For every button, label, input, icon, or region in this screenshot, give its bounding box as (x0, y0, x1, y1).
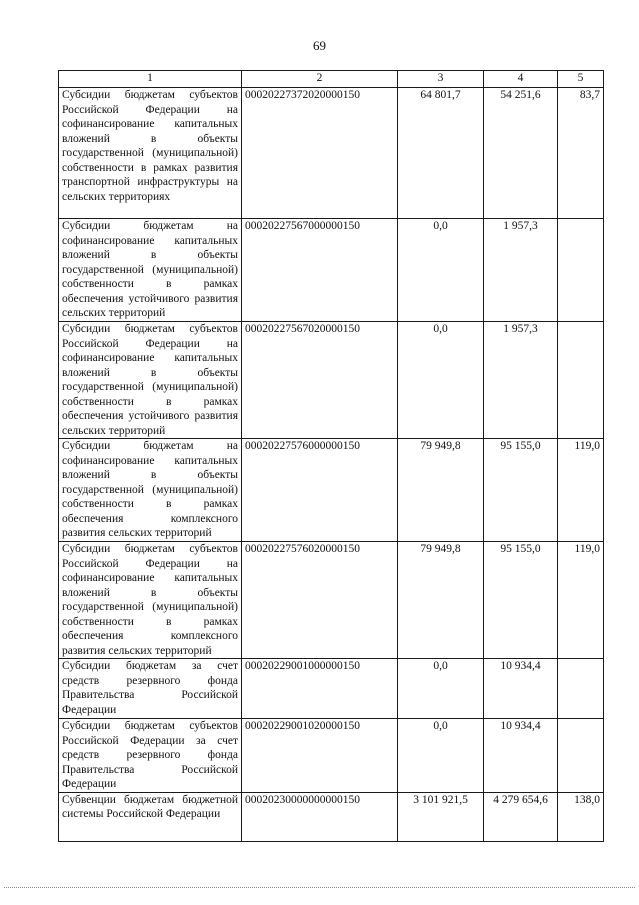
row-value-col5 (558, 322, 604, 439)
row-value-col4: 1 957,3 (484, 322, 558, 439)
row-value-col4: 10 934,4 (484, 659, 558, 719)
row-value-col5 (558, 219, 604, 322)
table-row (59, 542, 604, 659)
row-value-col5: 83,7 (558, 88, 604, 219)
row-value-col5: 138,0 (558, 792, 604, 841)
row-value-col3: 0,0 (398, 219, 484, 322)
row-value-col3: 0,0 (398, 719, 484, 793)
row-name: Субсидии бюджетам субъектов Российской Федерации на софинансирование капитальных вложений в объекты государственной (муниципальной) собственности в рамках развития транспортной инфраструктуры на сельских территориях (59, 88, 242, 219)
header-col-3: 3 (398, 71, 484, 88)
row-value-col3: 0,0 (398, 322, 484, 439)
table-row (59, 322, 604, 439)
row-value-col4: 1 957,3 (484, 219, 558, 322)
row-code: 00020227576020000150 (242, 542, 398, 659)
table-row (59, 719, 604, 793)
header-col-2: 2 (242, 71, 398, 88)
page-bottom-divider (4, 887, 635, 888)
row-name: Субвенции бюджетам бюджетной системы Российской Федерации (59, 792, 242, 841)
table-row (59, 792, 604, 841)
row-value-col4: 95 155,0 (484, 439, 558, 542)
row-name: Субсидии бюджетам субъектов Российской Федерации на софинансирование капитальных вложений в объекты государственной (муниципальной) собственности в рамках обеспечения устойчивого развития сельских территорий (59, 322, 242, 439)
row-value-col4: 10 934,4 (484, 719, 558, 793)
row-value-col5: 119,0 (558, 542, 604, 659)
table-row (59, 219, 604, 322)
row-code: 00020227567000000150 (242, 219, 398, 322)
row-code: 00020229001020000150 (242, 719, 398, 793)
row-name: Субсидии бюджетам субъектов Российской Федерации за счет средств резервного фонда Правительства Российской Федерации (59, 719, 242, 793)
row-value-col5: 119,0 (558, 439, 604, 542)
header-col-1: 1 (59, 71, 242, 88)
page-number: 69 (313, 38, 326, 53)
row-value-col3: 0,0 (398, 659, 484, 719)
table-row (59, 659, 604, 719)
budget-table (58, 70, 604, 842)
row-value-col4: 95 155,0 (484, 542, 558, 659)
row-name: Субсидии бюджетам на софинансирование капитальных вложений в объекты государственной (муниципальной) собственности в рамках обеспечения устойчивого развития сельских территорий (59, 219, 242, 322)
row-code: 00020227372020000150 (242, 88, 398, 219)
table-row (59, 88, 604, 219)
row-name: Субсидии бюджетам субъектов Российской Федерации на софинансирование капитальных вложений в объекты государственной (муниципальной) собственности в рамках обеспечения комплексного развития сельских территорий (59, 542, 242, 659)
row-value-col5 (558, 659, 604, 719)
header-col-5: 5 (558, 71, 604, 88)
row-name: Субсидии бюджетам на софинансирование капитальных вложений в объекты государственной (муниципальной) собственности в рамках обеспечения комплексного развития сельских территорий (59, 439, 242, 542)
row-value-col3: 3 101 921,5 (398, 792, 484, 841)
row-value-col3: 79 949,8 (398, 439, 484, 542)
row-value-col5 (558, 719, 604, 793)
row-name: Субсидии бюджетам за счет средств резервного фонда Правительства Российской Федерации (59, 659, 242, 719)
row-code: 00020230000000000150 (242, 792, 398, 841)
row-value-col3: 79 949,8 (398, 542, 484, 659)
row-value-col4: 54 251,6 (484, 88, 558, 219)
row-code: 00020227576000000150 (242, 439, 398, 542)
row-value-col4: 4 279 654,6 (484, 792, 558, 841)
table-row (59, 439, 604, 542)
row-code: 00020229001000000150 (242, 659, 398, 719)
header-col-4: 4 (484, 71, 558, 88)
row-code: 00020227567020000150 (242, 322, 398, 439)
header-row (59, 71, 604, 88)
row-value-col3: 64 801,7 (398, 88, 484, 219)
